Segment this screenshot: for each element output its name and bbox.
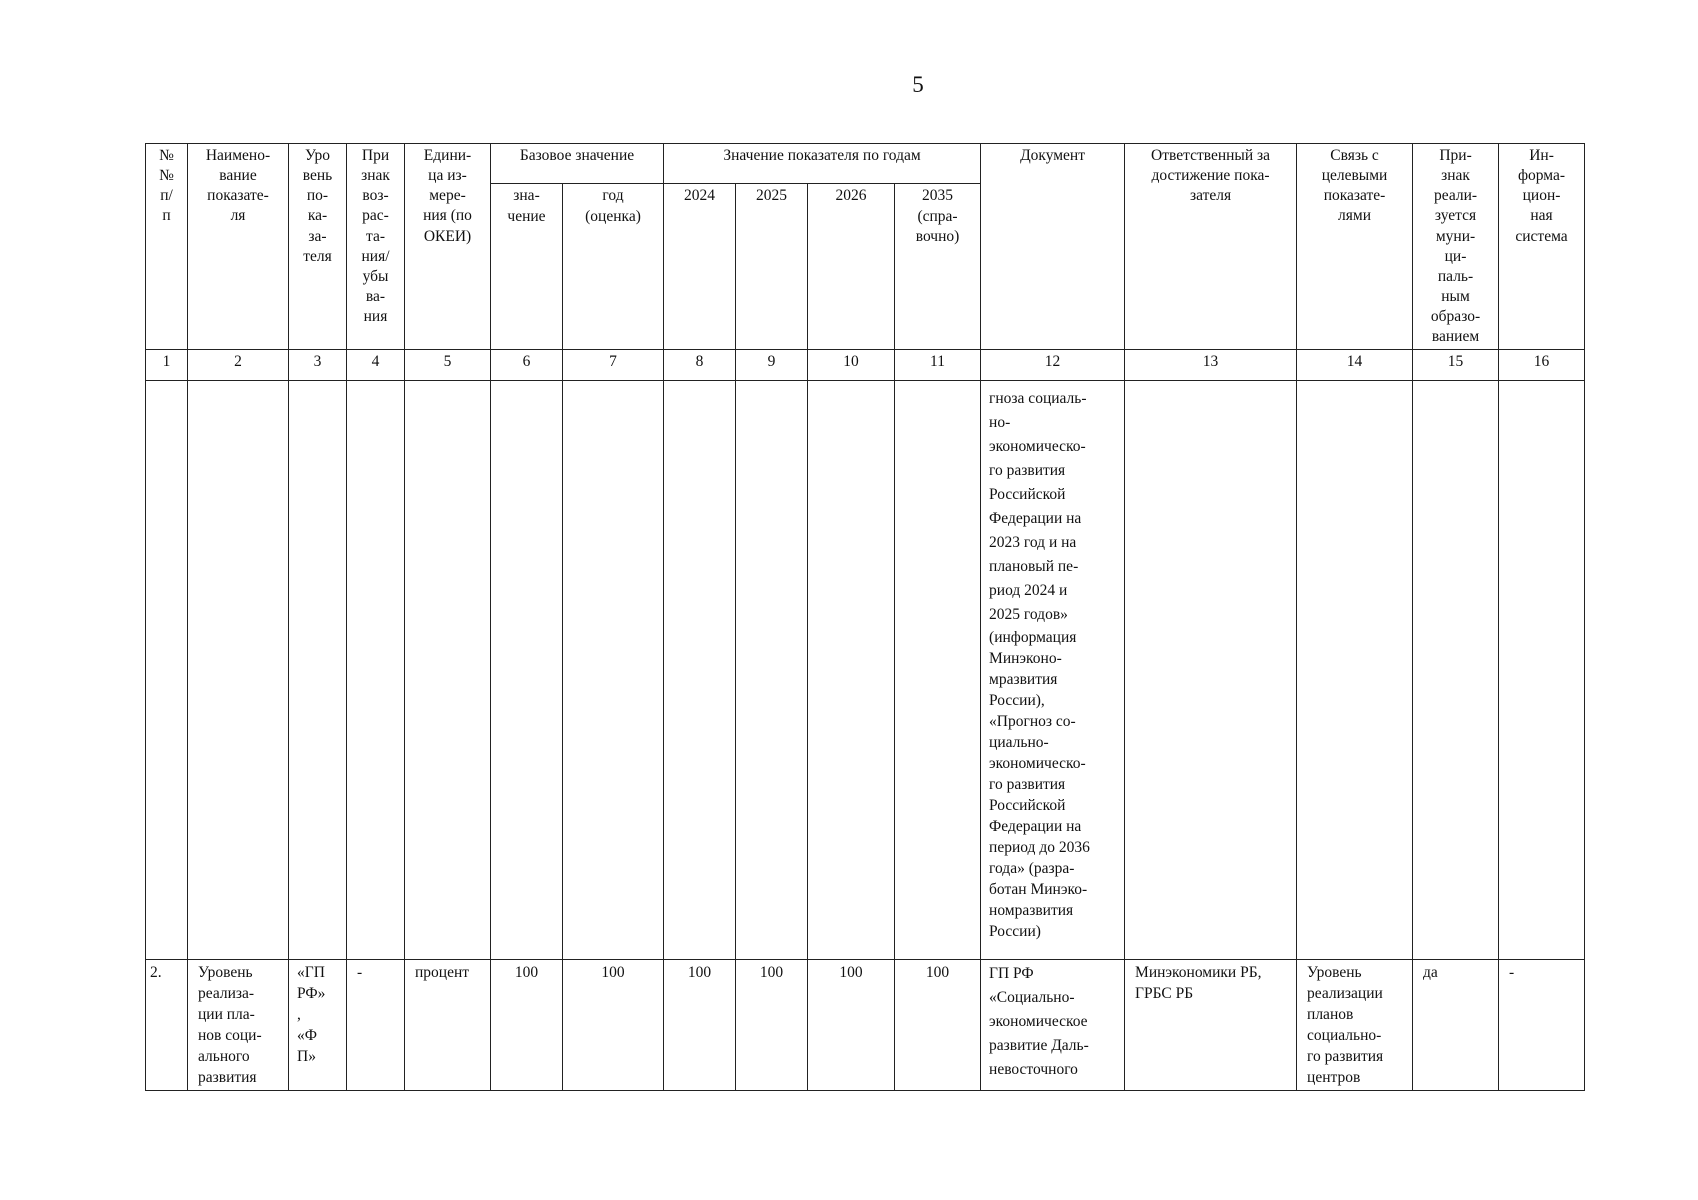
- header-years-group: Значение показателя по годам: [664, 144, 981, 184]
- column-number: 14: [1297, 350, 1413, 381]
- empty-cell: [563, 381, 664, 960]
- empty-cell: [188, 381, 289, 960]
- info-system-cell: -: [1499, 960, 1585, 1091]
- row-number: 2.: [146, 960, 188, 1091]
- empty-cell: [347, 381, 405, 960]
- base-year: 100: [563, 960, 664, 1091]
- indicator-level: «ГП РФ» , «Ф П»: [289, 960, 347, 1091]
- header-indicator-name: Наимено- вание показате- ля: [188, 144, 289, 350]
- page-number: 5: [912, 72, 924, 97]
- column-number: 5: [405, 350, 491, 381]
- link-cell: Уровень реализации планов социально- го развития центров: [1297, 960, 1413, 1091]
- header-info-system: Ин- форма- цион- ная система: [1499, 144, 1585, 350]
- header-unit: Едини- ца из- мере- ния (по ОКЕИ): [405, 144, 491, 350]
- value-2026: 100: [808, 960, 895, 1091]
- header-base-year: год (оценка): [563, 184, 664, 350]
- document-text-part1: гноза социаль- но- экономическо- го развития Российской Федерации на 2023 год и на плановый пе- риод 2024 и 2025 годов»: [989, 390, 1087, 624]
- header-trend-sign: При знак воз- рас- та- ния/ убы ва- ния: [347, 144, 405, 350]
- header-year-2025: 2025: [736, 184, 808, 350]
- table-header-row: [146, 144, 1585, 184]
- header-number: № № п/ п: [146, 144, 188, 350]
- column-number: 8: [664, 350, 736, 381]
- empty-cell: [1499, 381, 1585, 960]
- column-number: 16: [1499, 350, 1585, 381]
- value-2035: 100: [895, 960, 981, 1091]
- column-number: 3: [289, 350, 347, 381]
- column-numbers-row: [146, 350, 1585, 381]
- empty-cell: [289, 381, 347, 960]
- header-document: Документ: [981, 144, 1125, 350]
- empty-cell: [405, 381, 491, 960]
- header-municipal: При- знак реали- зуется муни- ци- паль- ным образо- ванием: [1413, 144, 1499, 350]
- column-number: 1: [146, 350, 188, 381]
- empty-cell: [808, 381, 895, 960]
- column-number: 9: [736, 350, 808, 381]
- empty-cell: [491, 381, 563, 960]
- column-number: 15: [1413, 350, 1499, 381]
- trend-sign: -: [347, 960, 405, 1091]
- empty-cell: [146, 381, 188, 960]
- value-2024: 100: [664, 960, 736, 1091]
- value-2025: 100: [736, 960, 808, 1091]
- header-year-2024: 2024: [664, 184, 736, 350]
- base-value: 100: [491, 960, 563, 1091]
- document-text-part2: (информация Минэконо- мразвития России), «Прогноз со- циально- экономическо- го развития Российской Федерации на период до 2036 года» (разра- ботан Минэко- номразвития России): [989, 629, 1090, 941]
- document-cell: [981, 381, 1125, 960]
- table-row-2: [146, 960, 1585, 1091]
- column-number: 12: [981, 350, 1125, 381]
- empty-cell: [1413, 381, 1499, 960]
- empty-cell: [1125, 381, 1297, 960]
- column-number: 6: [491, 350, 563, 381]
- municipal-cell: да: [1413, 960, 1499, 1091]
- column-number: 10: [808, 350, 895, 381]
- header-base-group: Базовое значение: [491, 144, 664, 184]
- column-number: 4: [347, 350, 405, 381]
- header-link: Связь с целевыми показате- лями: [1297, 144, 1413, 350]
- header-indicator-level: Уро вень по- ка- за- теля: [289, 144, 347, 350]
- indicator-name: Уровень реализа- ции пла- нов соци- ального развития: [188, 960, 289, 1091]
- header-base-value: зна- чение: [491, 184, 563, 350]
- empty-cell: [895, 381, 981, 960]
- header-year-2035: 2035 (спра- вочно): [895, 184, 981, 350]
- column-number: 11: [895, 350, 981, 381]
- column-number: 13: [1125, 350, 1297, 381]
- indicators-table: [145, 143, 1585, 1091]
- table-row-continued: [146, 381, 1585, 960]
- column-number: 7: [563, 350, 664, 381]
- empty-cell: [1297, 381, 1413, 960]
- header-year-2026: 2026: [808, 184, 895, 350]
- unit-value: процент: [405, 960, 491, 1091]
- document-cell: ГП РФ «Социально- экономическое развитие Даль- невосточного: [981, 960, 1125, 1091]
- header-responsible: Ответственный за достижение пока- зателя: [1125, 144, 1297, 350]
- responsible-cell: Минэкономики РБ, ГРБС РБ: [1125, 960, 1297, 1091]
- column-number: 2: [188, 350, 289, 381]
- empty-cell: [736, 381, 808, 960]
- empty-cell: [664, 381, 736, 960]
